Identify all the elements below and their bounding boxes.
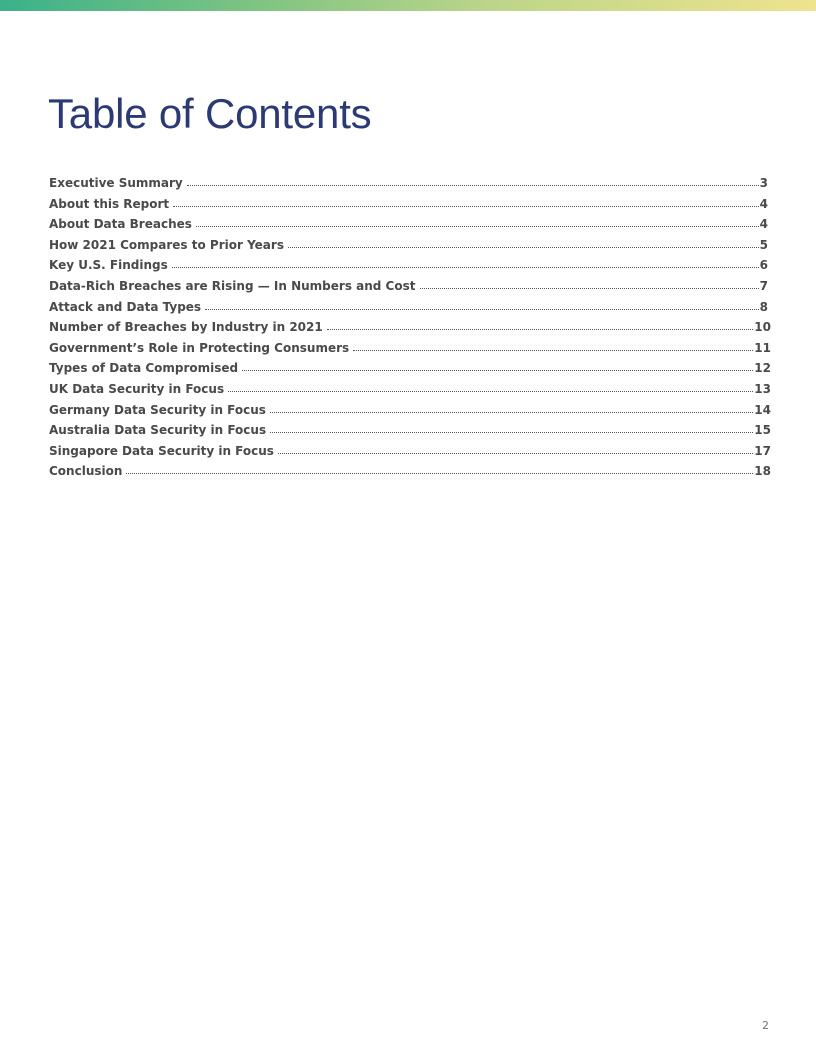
toc-entry-label: Germany Data Security in Focus	[49, 402, 266, 417]
toc-entry-page: 17	[754, 443, 771, 458]
toc-entry-label: About Data Breaches	[49, 217, 192, 232]
toc-entry-about-data-breaches[interactable]	[49, 217, 771, 238]
toc-entry-governments-role[interactable]	[49, 341, 771, 362]
toc-entry-label: Key U.S. Findings	[49, 258, 168, 273]
toc-entry-page: 18	[754, 464, 771, 479]
toc-entry-executive-summary[interactable]	[49, 176, 771, 197]
page-title: Table of Contents	[48, 90, 372, 137]
toc-entry-page: 14	[754, 402, 771, 417]
toc-entry-label: Australia Data Security in Focus	[49, 423, 267, 438]
dot-leader	[270, 411, 753, 413]
dot-leader	[187, 184, 759, 186]
toc-entry-conclusion[interactable]	[49, 464, 771, 485]
toc-entry-label: UK Data Security in Focus	[49, 381, 225, 396]
dot-leader	[242, 369, 753, 371]
toc-entry-page: 7	[759, 278, 768, 293]
toc-entry-label: Types of Data Compromised	[49, 361, 239, 376]
toc-entry-singapore-data-security[interactable]	[49, 444, 771, 465]
dot-leader	[228, 390, 753, 392]
toc-entry-page: 6	[759, 258, 768, 273]
dot-leader	[196, 225, 759, 227]
toc-entry-page: 10	[754, 320, 771, 335]
toc-entry-how-2021-compares[interactable]	[49, 238, 771, 259]
toc-entry-label: How 2021 Compares to Prior Years	[49, 237, 284, 252]
table-of-contents	[49, 176, 771, 485]
toc-entry-attack-and-data-types[interactable]	[49, 300, 771, 321]
toc-entry-page: 11	[754, 340, 771, 355]
dot-leader	[278, 452, 753, 454]
toc-entry-label: Conclusion	[49, 464, 123, 479]
dot-leader	[270, 431, 753, 433]
dot-leader	[327, 328, 754, 330]
toc-entry-label: Government’s Role in Protecting Consumers	[49, 340, 350, 355]
toc-entry-label: Data-Rich Breaches are Rising — In Numbers and Cost	[49, 278, 416, 293]
toc-entry-page: 13	[754, 381, 771, 396]
toc-entry-label: Executive Summary	[49, 176, 183, 190]
toc-entry-page: 15	[754, 423, 771, 438]
toc-entry-label: About this Report	[49, 196, 170, 211]
toc-entry-page: 8	[759, 299, 768, 314]
toc-entry-page: 5	[759, 237, 768, 252]
toc-entry-page: 4	[759, 217, 768, 232]
toc-entry-key-us-findings[interactable]	[49, 258, 771, 279]
toc-entry-page: 12	[754, 361, 771, 376]
dot-leader	[420, 287, 759, 289]
dot-leader	[173, 205, 758, 207]
toc-entry-label: Number of Breaches by Industry in 2021	[49, 320, 323, 335]
toc-entry-uk-data-security[interactable]	[49, 382, 771, 403]
toc-entry-australia-data-security[interactable]	[49, 423, 771, 444]
page-number: 2	[762, 1019, 769, 1032]
header-gradient-bar	[0, 0, 816, 11]
dot-leader	[126, 472, 753, 474]
toc-entry-about-this-report[interactable]	[49, 197, 771, 218]
toc-entry-label: Attack and Data Types	[49, 299, 202, 314]
toc-entry-data-rich-breaches[interactable]	[49, 279, 771, 300]
toc-entry-germany-data-security[interactable]	[49, 403, 771, 424]
toc-entry-page: 3	[759, 176, 768, 190]
dot-leader	[172, 266, 759, 268]
toc-entry-types-of-data-compromised[interactable]	[49, 361, 771, 382]
dot-leader	[288, 246, 759, 248]
toc-entry-breaches-by-industry[interactable]	[49, 320, 771, 341]
toc-entry-page: 4	[759, 196, 768, 211]
dot-leader	[353, 349, 753, 351]
toc-entry-label: Singapore Data Security in Focus	[49, 443, 274, 458]
dot-leader	[205, 308, 759, 310]
